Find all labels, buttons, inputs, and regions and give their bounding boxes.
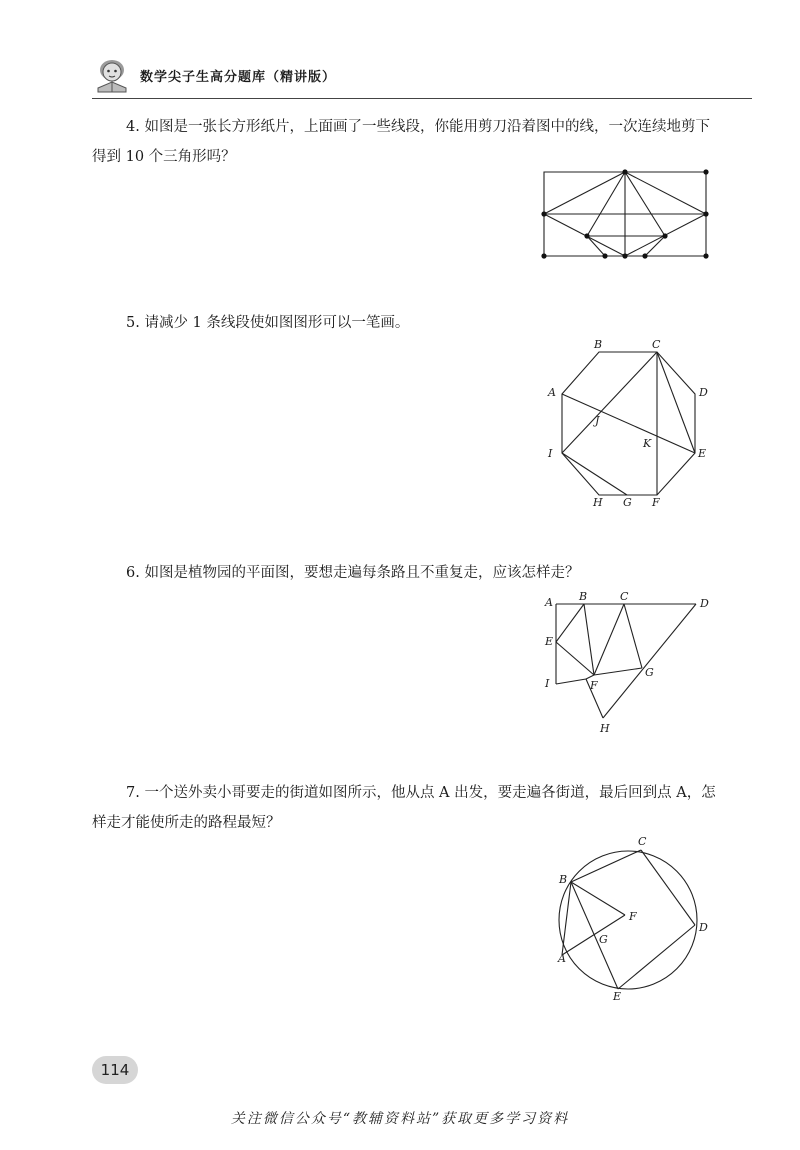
- label-D: D: [700, 597, 709, 610]
- problem-5: [92, 308, 718, 338]
- label-B: B: [594, 338, 603, 351]
- problem-5-number: 5.: [126, 315, 140, 331]
- label-F: F: [590, 679, 598, 692]
- label-C: C: [620, 590, 629, 603]
- cartoon-student-icon: [92, 56, 132, 96]
- footer-note: 关注微信公众号“教辅资料站”获取更多学习资料: [230, 1111, 570, 1127]
- problem-6-text: 如图是植物园的平面图，要想走遍每条路且不重复走，应该怎样走？: [144, 565, 580, 581]
- label-H: H: [600, 722, 610, 735]
- label-D: D: [699, 921, 708, 934]
- problem-4-number: 4.: [126, 119, 140, 135]
- figure-delivery-streets: [552, 832, 722, 1004]
- label-D: D: [699, 386, 708, 399]
- problem-4: [92, 112, 718, 172]
- label-B: B: [579, 590, 588, 603]
- problem-7-number: 7.: [126, 785, 140, 801]
- label-G: G: [645, 666, 654, 679]
- label-E: E: [613, 990, 622, 1003]
- label-K: K: [643, 437, 652, 450]
- figure-rectangle-paper: [536, 164, 716, 264]
- label-C: C: [652, 338, 661, 351]
- label-G: G: [623, 496, 632, 509]
- problem-4-text: 如图是一张长方形纸片，上面画了一些线段，你能用剪刀沿着图中的线，一次连续地剪下得到 10 个三角形吗？: [92, 119, 710, 165]
- problem-5-text: 请减少 1 条线段使如图图形可以一笔画。: [144, 315, 410, 331]
- label-F: F: [629, 910, 637, 923]
- label-H: H: [593, 496, 603, 509]
- label-I: I: [548, 447, 553, 460]
- label-E: E: [545, 635, 554, 648]
- problem-6: [92, 558, 718, 588]
- label-F: F: [652, 496, 660, 509]
- page-header: [92, 56, 752, 96]
- label-I: I: [545, 677, 550, 690]
- header-rule: [92, 98, 752, 99]
- label-B: B: [559, 873, 568, 886]
- label-A: A: [558, 952, 566, 965]
- label-E: E: [698, 447, 707, 460]
- label-C: C: [638, 835, 647, 848]
- figure-botanical-garden: [536, 588, 726, 738]
- label-G: G: [599, 933, 608, 946]
- label-A: A: [545, 596, 553, 609]
- figure-octagon: [536, 336, 726, 516]
- label-A: A: [548, 386, 556, 399]
- book-title: 数学尖子生高分题库（精讲版）: [140, 70, 337, 85]
- problem-6-number: 6.: [126, 565, 140, 581]
- page-number: 114: [92, 1056, 138, 1084]
- problem-7-text: 一个送外卖小哥要走的街道如图所示，他从点 A 出发，要走遍各街道，最后回到点 A，怎样走才能使所走的路程最短？: [92, 785, 716, 831]
- label-J: J: [595, 414, 600, 427]
- problem-7: [92, 778, 718, 838]
